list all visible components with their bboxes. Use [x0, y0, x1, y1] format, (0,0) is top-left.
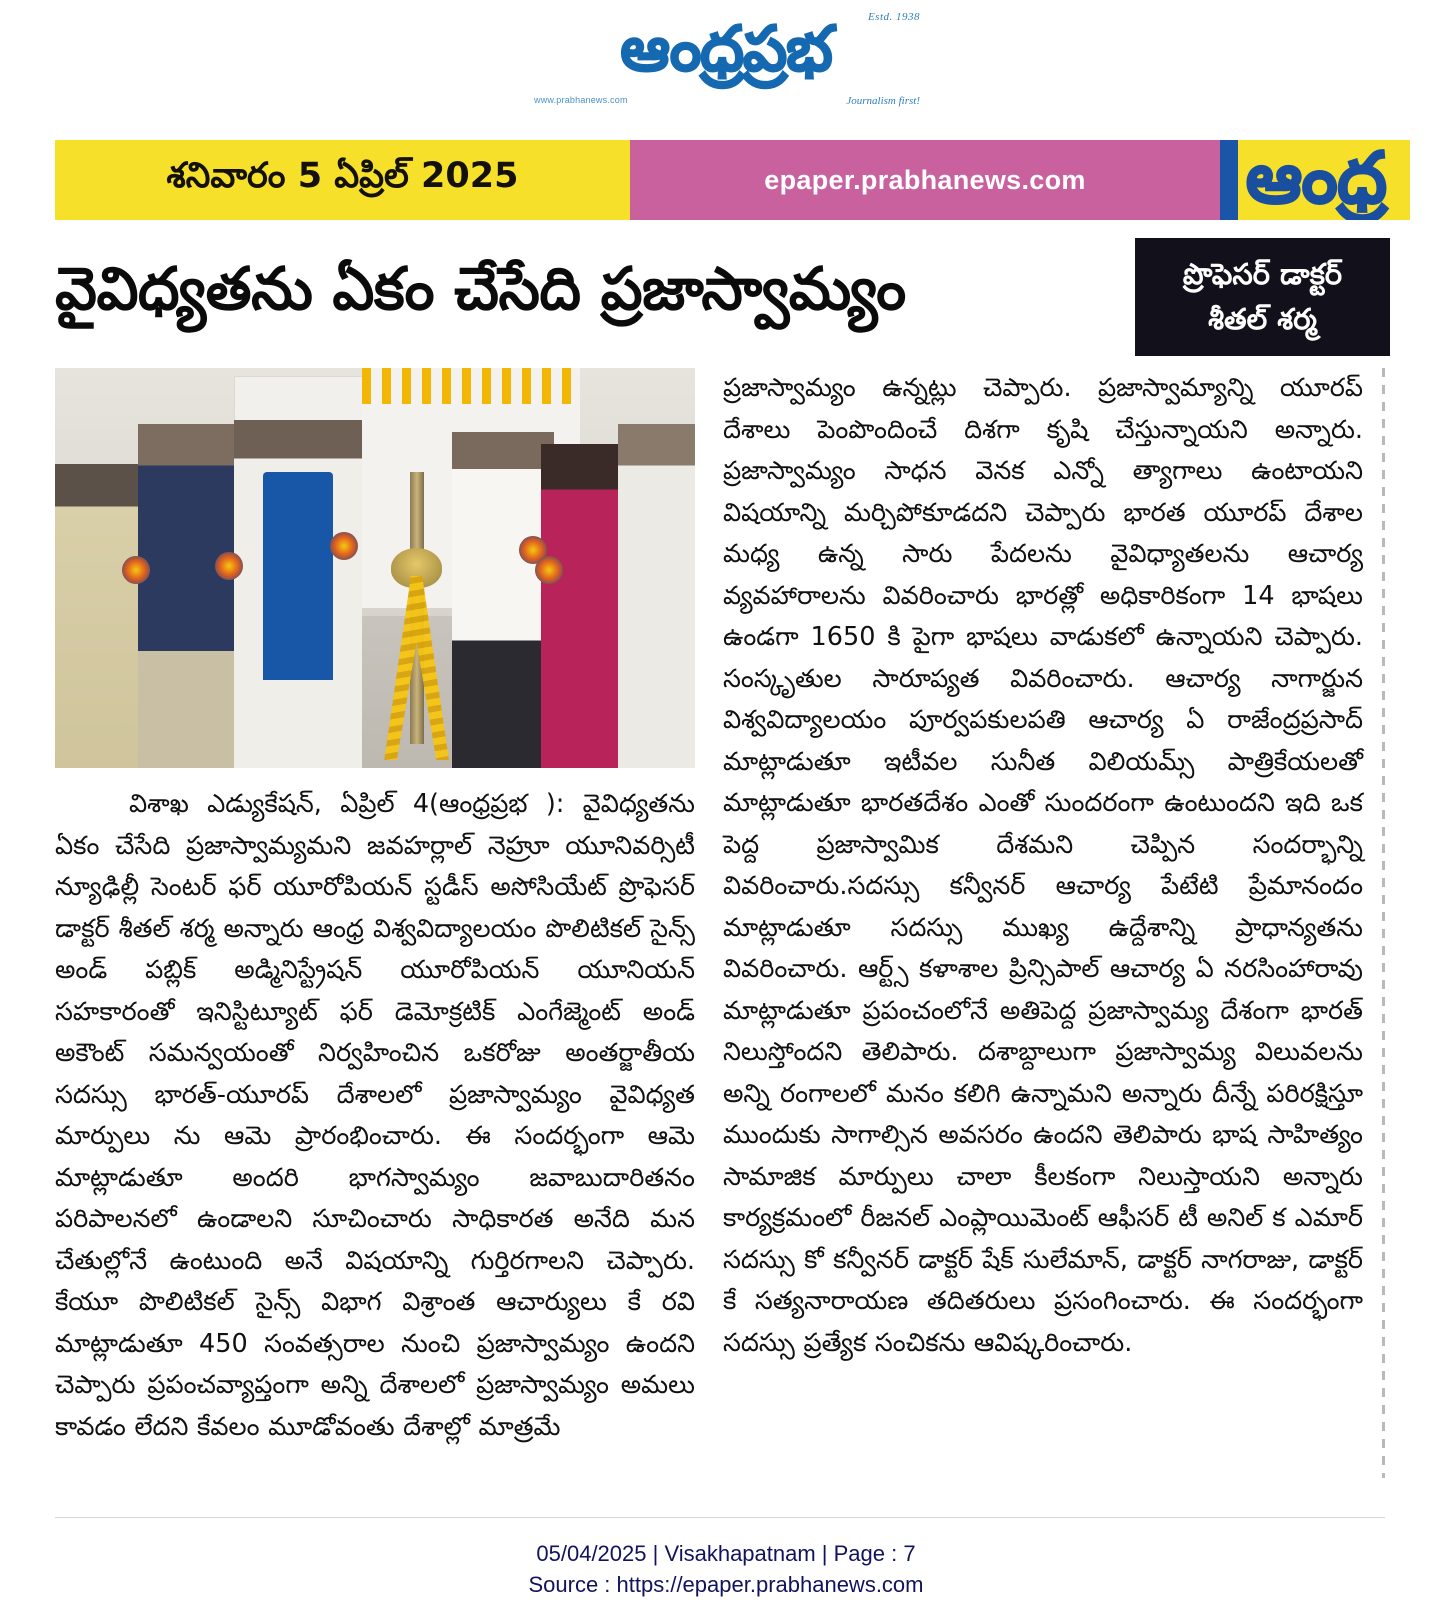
article-column-right	[723, 368, 1363, 1364]
blue-divider	[1220, 140, 1238, 220]
photo-person-3-vest	[263, 472, 333, 680]
column-rule-dotted	[1382, 368, 1385, 1478]
byline-line-1: ప్రొఫెసర్ డాక్టర్	[1182, 257, 1343, 291]
masthead-logo-text: ఆంధ్రప్రభ	[620, 12, 832, 85]
footer-source-url: Source : https://epaper.prabhanews.com	[528, 1572, 924, 1597]
photo-rosette-2	[215, 552, 243, 580]
epaper-url-banner	[630, 140, 1220, 220]
corner-logo-text: ఆంధ్ర	[1246, 140, 1387, 219]
epaper-url-label: epaper.prabhanews.com	[764, 164, 1086, 195]
corner-logo-banner	[1238, 140, 1410, 220]
photo-person-4	[452, 432, 554, 768]
footer-separator	[55, 1517, 1385, 1518]
masthead-tagline-text: Journalism first!	[846, 95, 920, 107]
info-color-bar	[55, 140, 1410, 220]
footer	[0, 1538, 1452, 1600]
article-column-left	[55, 368, 695, 1448]
article-headline: వైవిధ్యతను ఏకం చేసేది ప్రజాస్వామ్యం	[55, 254, 906, 323]
article-paragraph-left: విశాఖ ఎడ్యుకేషన్, ఏప్రిల్ 4(ఆంధ్రప్రభ ): వైవిధ్యతను ఏకం చేసేది ప్రజాస్వామ్యమని జవహర్లాల్ నెహ్రూ యూనివర్సిటీ న్యూఢిల్లీ సెంటర్ ఫర్ యూరోపియన్ స్టడీస్ అసోసియేట్ ప్రొఫెసర్ డాక్టర్ శీతల్ శర్మ అన్నారు ఆంధ్ర విశ్వవిద్యాలయం పొలిటికల్ సైన్స్ అండ్ పబ్లిక్ అడ్మినిస్ట్రేషన్ యూరోపియన్ యూనియన్ సహకారంతో ఇనిస్టిట్యూట్ ఫర్ డెమోక్రటిక్ ఎంగేజ్మెంట్ అండ్ అకౌంట్ సమన్వయంతో నిర్వహించిన ఒకరోజు అంతర్జాతీయ సదస్సు భారత్-యూరప్ దేశాలలో ప్రజాస్వామ్యం వైవిధ్యత మార్పులు ను ఆమె ప్రారంభించారు. ఈ సందర్భంగా ఆమె మాట్లాడుతూ అందరి భాగస్వామ్యం జవాబుదారితనం పరిపాలనలో ఉండాలని సూచించారు సాధికారత అనేది మన చేతుల్లోనే ఉంటుంది అనే విషయాన్ని గుర్తిరగాలని చెప్పారు. కేయూ పొలిటికల్ సైన్స్ విభాగ విశ్రాంత ఆచార్యులు కే రవి మాట్లాడుతూ 450 సంవత్సరాల నుంచి ప్రజాస్వామ్యం ఉందని చెప్పారు ప్రపంచవ్యాప్తంగా అన్ని దేశాలలో ప్రజాస్వామ్యం అమలు కావడం లేదని కేవలం మూడోవంతు దేశాల్లో మాత్రమే	[55, 789, 695, 1442]
masthead-established-text: Estd. 1938	[867, 11, 920, 23]
photo-rosette-5	[535, 556, 563, 584]
photo-garland-top	[362, 368, 580, 404]
article-columns	[55, 368, 1385, 1478]
masthead	[0, 0, 1452, 118]
photo-person-6	[618, 424, 695, 768]
byline-line-2: శీతల్ శర్మ	[1208, 302, 1317, 336]
event-photo	[55, 368, 695, 768]
article-paragraph-right: ప్రజాస్వామ్యం ఉన్నట్లు చెప్పారు. ప్రజాస్వామ్యాన్ని యూరప్ దేశాలు పెంపొందించే దిశగా కృషి చేస్తున్నాయని అన్నారు. ప్రజాస్వామ్యం సాధన వెనక ఎన్నో త్యాగాలు ఉంటాయని విషయాన్ని మర్చిపోకూడదని చెప్పారు భారత యూరప్ దేశాల మధ్య ఉన్న సారు పేదలను వైవిధ్యాతలను ఆచార్య వ్యవహారాలను వివరించారు భారత్లో అధికారికంగా 14 భాషలు ఉండగా 1650 కి పైగా భాషలు వాడుకలో ఉన్నాయని చెప్పారు. సంస్కృతుల సారూప్యత వివరించారు. ఆచార్య నాగార్జున విశ్వవిద్యాలయం పూర్వపకులపతి ఆచార్య ఏ రాజేంద్రప్రసాద్ మాట్లాడుతూ ఇటీవల సునీత విలియమ్స్ పాత్రికేయలతో మాట్లాడుతూ భారతదేశం ఎంతో సుందరంగా ఉంటుందని ఇది ఒక పెద్ద ప్రజాస్వామిక దేశమని చెప్పిన సందర్భాన్ని వివరించారు.సదస్సు కన్వీనర్ ఆచార్య పేటేటి ప్రేమానందం మాట్లాడుతూ సదస్సు ముఖ్య ఉద్దేశాన్ని ప్రాధాన్యతను వివరించారు. ఆర్ట్స్ కళాశాల ప్రిన్సిపాల్ ఆచార్య ఏ నరసింహారావు మాట్లాడుతూ ప్రపంచంలోనే అతిపెద్ద ప్రజాస్వామ్య దేశంగా భారత్ నిలుస్తోందని తెలిపారు. దశాబ్దాలుగా ప్రజాస్వామ్య విలువలను అన్ని రంగాలలో మనం కలిగి ఉన్నామని అన్నారు దీన్నే పరిరక్షిస్తూ ముందుకు సాగాల్సిన అవసరం ఉందని తెలిపారు భాష సాహిత్యం సామాజిక మార్పులు చాలా కీలకంగా నిలుస్తాయని అన్నారు కార్యక్రమంలో రీజనల్ ఎంప్లాయిమెంట్ ఆఫీసర్ టీ అనిల్ క ఎమార్ సదస్సు కో కన్వీనర్ డాక్టర్ షేక్ సులేమాన్, డాక్టర్ నాగరాజు, డాక్టర్ కే సత్యనారాయణ తదితరులు ప్రసంగించారు. ఈ సందర్భంగా సదస్సు ప్రత్యేక సంచికను ఆవిష్కరించారు.	[723, 373, 1363, 1358]
byline-badge	[1135, 238, 1390, 356]
date-banner	[55, 140, 630, 220]
masthead-website-text: www.prabhanews.com	[534, 95, 628, 105]
masthead-inner	[526, 11, 926, 107]
date-label: శనివారం 5 ఏప్రిల్ 2025	[166, 156, 519, 196]
footer-source-meta: 05/04/2025 | Visakhapatnam | Page : 7	[536, 1541, 916, 1566]
